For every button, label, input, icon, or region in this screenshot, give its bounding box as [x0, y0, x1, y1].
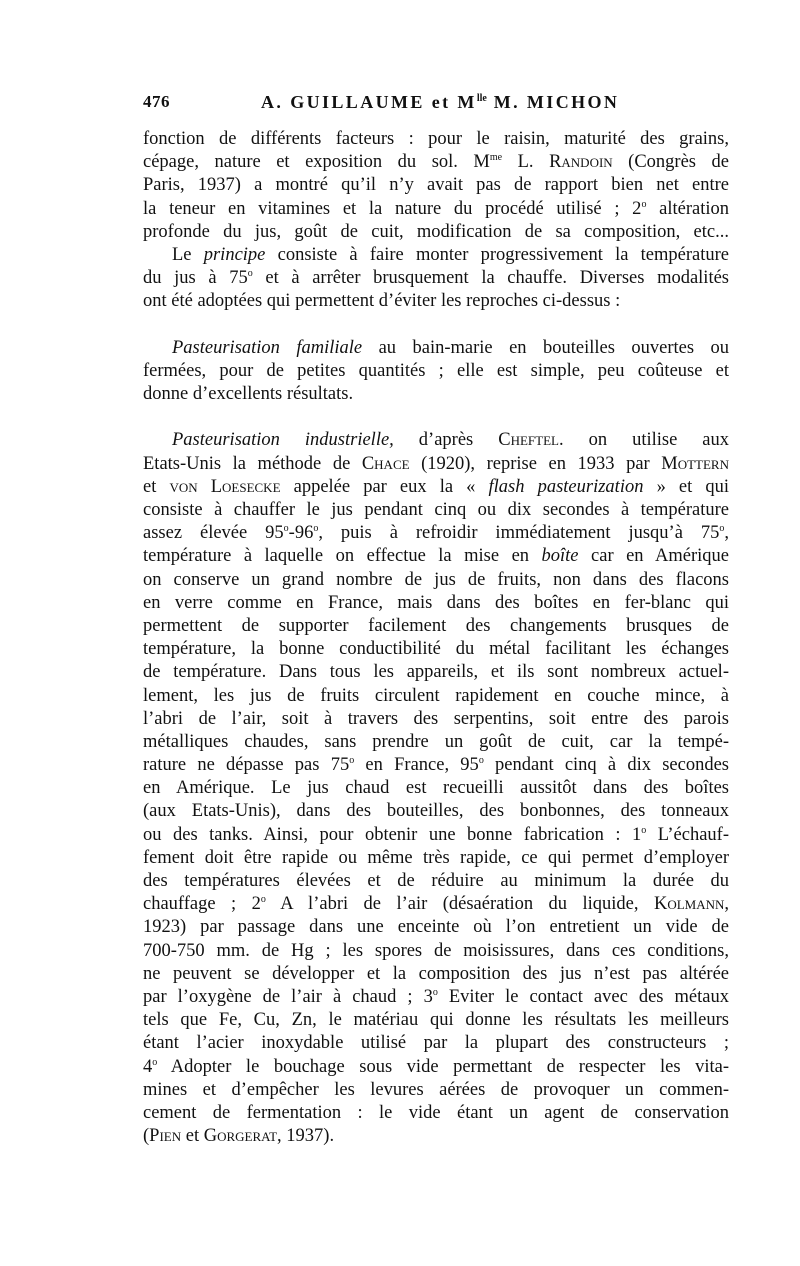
text-line: fement doit être rapide ou même très rapide, ce qui permet d’employer — [143, 847, 729, 868]
text-line: Etats-Unis la méthode de Chace (1920), reprise en 1933 par Mottern — [143, 453, 729, 474]
text-line: la teneur en vitamines et la nature du procédé utilisé ; 2$^o$ altération — [143, 198, 729, 219]
text-line: en Amérique. Le jus chaud est recueilli aussitôt dans des boîtes — [143, 778, 729, 799]
text-line: métalliques chaudes, sans prendre un goût de cuit, car la tempé- — [143, 731, 729, 752]
text-line: (Pien et Gorgerat, 1937). — [143, 1126, 335, 1147]
text-line: l’abri de l’air, soit à travers des serpentins, soit entre des parois — [143, 708, 729, 729]
text-line: ont été adoptées qui permettent d’éviter les reproches ci-dessus : — [143, 291, 621, 312]
text-line: 4$^o$ Adopter le bouchage sous vide permettant de respecter les vita- — [143, 1056, 729, 1077]
text-line: température, la bonne conductibilité du métal facilitant les échanges — [143, 639, 729, 660]
text-line: rature ne dépasse pas 75$^o$ en France, 95$^o$ pendant cinq à dix secondes — [143, 754, 729, 776]
author-name: Pien — [149, 1126, 182, 1147]
text-line: fermées, pour de petites quantités ; elle est simple, peu coûteuse et — [143, 360, 729, 381]
author-name: Mottern — [661, 453, 729, 474]
text-line: tels que Fe, Cu, Zn, le matériau qui donne les résultats les meilleurs — [143, 1010, 729, 1031]
text-line: Paris, 1937) a montré qu’il n’y avait pas de rapport bien net entre — [143, 175, 729, 196]
text-line: 700-750 mm. de Hg ; les spores de moisissures, dans ces conditions, — [143, 940, 729, 961]
running-header — [143, 92, 729, 118]
page-number: 476 — [143, 92, 170, 111]
text-line: cement de fermentation : le vide étant un agent de conservation — [143, 1102, 729, 1123]
text-line: chauffage ; 2$^o$ A l’abri de l’air (désaération du liquide, Kolmann, — [143, 894, 729, 915]
author-name: Kolmann, — [653, 894, 729, 915]
text-line: 1923) par passage dans une enceinte où l’on entretient un vide de — [143, 917, 729, 938]
text-line: température à laquelle on effectue la mise en boîte car en Amérique — [143, 546, 729, 567]
author-name: Gorgerat — [203, 1126, 278, 1147]
text-line: Pasteurisation familiale au bain-marie en bouteilles ouvertes ou — [172, 337, 729, 358]
author-name: von Loesecke — [169, 476, 281, 497]
text-line: de température. Dans tous les appareils, et ils sont nombreux actuel- — [143, 662, 729, 683]
author-name: Chace — [361, 453, 410, 474]
text-line: mines et d’empêcher les levures aérées de provoquer un commen- — [143, 1079, 729, 1100]
text-line: permettent de supporter facilement des changements brusques de — [143, 615, 729, 636]
body-text — [143, 128, 729, 1148]
text-line: cépage, nature et exposition du sol. $M^{me}$ L. Randoin (Congrès de — [143, 152, 729, 173]
author-name: Cheftel. — [498, 430, 564, 451]
author-title-sup: lle — [476, 93, 487, 104]
author-name: Randoin — [549, 152, 613, 173]
running-head-authors — [261, 92, 729, 113]
text-line: ne peuvent se développer et la composition des jus n’est pas altérée — [143, 963, 729, 984]
text-line: Le principe consiste à faire monter progressivement la température — [172, 244, 729, 265]
text-line: donne d’excellents résultats. — [143, 384, 354, 405]
text-line: des températures élevées et de réduire au minimum la durée du — [143, 871, 729, 891]
text-line: lement, les jus de fruits circulent rapidement en couche mince, à — [143, 685, 729, 706]
author-conjunction: et — [431, 92, 451, 112]
author-2: M. MICHON — [493, 92, 620, 112]
text-line: du jus à 75$^o$ et à arrêter brusquement la chauffe. Diverses modalités — [143, 267, 729, 289]
text-line: étant l’acier inoxydable utilisé par la plupart des constructeurs ; — [143, 1033, 729, 1054]
text-line: consiste à chauffer le jus pendant cinq ou dix secondes à température — [143, 500, 729, 520]
text-line: et von Loesecke appelée par eux la « flash pasteurization » et qui — [143, 476, 729, 497]
text-line: en verre comme en France, mais dans des boîtes en fer-blanc qui — [143, 592, 729, 613]
author-1: A. GUILLAUME — [261, 92, 425, 112]
text-line: profonde du jus, goût de cuit, modification de sa composition, etc... — [143, 221, 729, 242]
text-line: Pasteurisation industrielle, d’après Cheftel. on utilise aux — [172, 430, 729, 451]
text-line: assez élevée 95$^o$-96$^o$, puis à refroidir immédiatement jusqu’à 75$^o$, — [143, 523, 729, 544]
text-line: ou des tanks. Ainsi, pour obtenir une bonne fabrication : 1$^o$ L’échauf- — [143, 824, 729, 845]
author-title: M — [457, 92, 477, 112]
text-line: par l’oxygène de l’air à chaud ; 3$^o$ Eviter le contact avec des métaux — [143, 986, 729, 1007]
text-line: on conserve un grand nombre de jus de fruits, non dans des flacons — [143, 569, 729, 590]
text-line: (aux Etats-Unis), dans des bouteilles, des bonbonnes, des tonneaux — [143, 801, 729, 822]
text-line: fonction de différents facteurs : pour le raisin, maturité des grains, — [143, 129, 729, 149]
